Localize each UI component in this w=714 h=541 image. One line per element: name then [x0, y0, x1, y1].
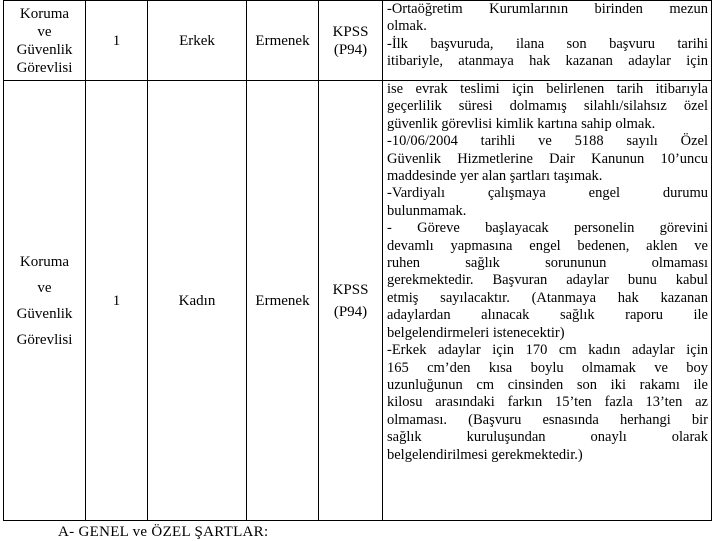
- condition-line: sağlık kuruluşundan onaylı olarak: [387, 429, 708, 446]
- position-cell: [4, 81, 86, 521]
- condition-line: geçerlilik süresi dolmamış silahlı/silahsız özel: [387, 98, 708, 115]
- position-line: ve: [37, 23, 52, 40]
- gender-cell: Kadın: [148, 81, 247, 521]
- condition-line: -Ortaöğretim Kurumlarının birinden mezun: [387, 1, 708, 17]
- condition-line: -Erkek adaylar için 170 cm kadın adaylar için: [387, 342, 708, 359]
- condition-line: -Vardiyalı çalışmaya engel durumu: [387, 185, 708, 202]
- condition-line: itibariyle, atanmaya hak kazanan adaylar için: [387, 53, 708, 70]
- exam-line: KPSS: [332, 281, 369, 298]
- position-line: Koruma: [19, 253, 70, 270]
- condition-line: devamlı yapmasına engel bedenen, aklen ve: [387, 237, 708, 254]
- condition-line: olmak.: [387, 18, 427, 35]
- condition-line: -İlk başvuruda, ilana son başvuru tarihi: [387, 35, 708, 52]
- position-line: Güvenlik: [16, 305, 73, 322]
- condition-line: Güvenlik Hizmetlerine Dair Kanunun 10’uncu: [387, 150, 708, 167]
- position-line: Görevlisi: [16, 331, 73, 348]
- requirements-table: [3, 0, 712, 521]
- location-cell: Ermenek: [247, 1, 319, 81]
- table-row: [4, 1, 712, 81]
- position-line: Güvenlik: [16, 41, 73, 58]
- section-heading: A- GENEL ve ÖZEL ŞARTLAR:: [58, 524, 269, 540]
- condition-line: ruhen sağlık sorununun olmaması: [387, 255, 708, 272]
- position-line: Görevlisi: [16, 59, 73, 76]
- condition-line: 165 cm’den kısa boylu olmamak ve boy: [387, 359, 708, 376]
- position-cell: [4, 1, 86, 81]
- condition-line: güvenlik görevlisi kimlik kartına sahip olmak.: [387, 115, 656, 132]
- condition-line: maddesinde yer alan şartları taşımak.: [387, 168, 603, 185]
- position-line: Koruma: [19, 5, 70, 22]
- condition-line: uzunluğunun cm cinsinden son iki rakamı ile: [387, 376, 708, 393]
- count-cell: 1: [86, 81, 148, 521]
- gender-cell: Erkek: [148, 1, 247, 81]
- count-cell: 1: [86, 1, 148, 81]
- condition-line: adaylardan alınacak sağlık raporu ile: [387, 307, 708, 324]
- condition-line: olmaması. (Başvuru esnasında herhangi bir: [387, 411, 708, 428]
- condition-line: belgelendirmeleri istenecektir): [387, 324, 565, 341]
- condition-line: -10/06/2004 tarihli ve 5188 sayılı Özel: [387, 133, 708, 150]
- exam-cell: [319, 81, 383, 521]
- exam-line: KPSS: [332, 23, 369, 40]
- conditions-cell: [383, 1, 712, 81]
- condition-line: ise evrak teslimi için belirlenen tarih itibarıyla: [387, 81, 708, 97]
- conditions-cell: [383, 81, 712, 521]
- condition-line: - Göreve başlayacak personelin görevini: [387, 220, 708, 237]
- condition-line: etmiş sayılacaktır. (Atanmaya hak kazanan: [387, 289, 708, 306]
- location-cell: Ermenek: [247, 81, 319, 521]
- exam-line: (P94): [333, 41, 368, 58]
- table-row: [4, 81, 712, 521]
- condition-line: belgelendirilmesi gerekmektedir.): [387, 446, 583, 463]
- condition-line: kilosu arasındaki farkın 15’ten fazla 13’ten az: [387, 394, 708, 411]
- exam-cell: [319, 1, 383, 81]
- position-line: ve: [37, 279, 52, 296]
- condition-line: gerekmektedir. Başvuran adaylar bunu kabul: [387, 272, 708, 289]
- condition-line: bulunmamak.: [387, 202, 467, 219]
- exam-line: (P94): [333, 303, 368, 320]
